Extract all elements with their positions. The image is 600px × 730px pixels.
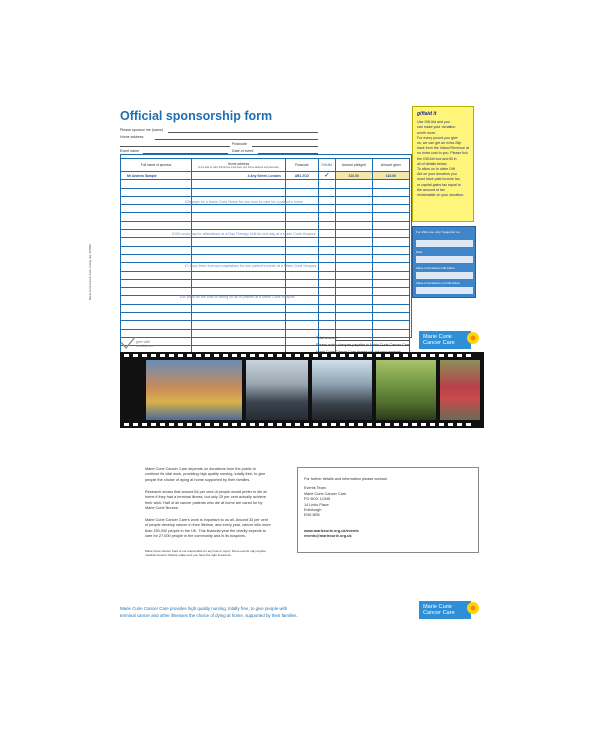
table-cell[interactable] <box>372 329 409 337</box>
table-cell[interactable] <box>121 304 192 312</box>
table-cell[interactable] <box>192 213 285 221</box>
table-cell[interactable] <box>121 246 192 254</box>
table-cell[interactable] <box>285 304 318 312</box>
table-cell[interactable] <box>335 254 372 262</box>
table-note-4: £40 pays for the cost of caring for an in-patient at a Marie Curie Hospice <box>180 295 295 299</box>
table-cell[interactable] <box>372 263 409 271</box>
contact-box <box>297 467 479 553</box>
table-cell[interactable] <box>121 205 192 213</box>
home-address-field-2[interactable] <box>120 146 230 147</box>
table-cell[interactable] <box>192 221 285 229</box>
table-cell[interactable] <box>372 238 409 246</box>
table-row <box>121 205 410 213</box>
table-cell[interactable] <box>285 271 318 279</box>
table-cell[interactable] <box>335 288 372 296</box>
total-amount-label: Total amount <box>316 336 337 340</box>
table-row <box>121 246 410 254</box>
table-row-sample <box>121 172 410 180</box>
table-cell[interactable] <box>319 230 336 238</box>
giftaid-line: all of details below. <box>417 161 448 166</box>
table-cell[interactable] <box>372 271 409 279</box>
daffodil-icon <box>466 601 480 615</box>
table-row <box>121 279 410 287</box>
contact-heading: For further details and information please contact: <box>304 477 388 481</box>
table-cell[interactable] <box>335 313 372 321</box>
table-cell[interactable] <box>121 196 192 204</box>
table-cell[interactable] <box>372 279 409 287</box>
table-row <box>121 329 410 337</box>
giftaid-line: back from the Inland Revenue at <box>417 146 469 151</box>
table-cell[interactable] <box>335 213 372 221</box>
table-cell[interactable] <box>372 246 409 254</box>
table-cell[interactable] <box>319 196 336 204</box>
table-cell[interactable] <box>335 205 372 213</box>
table-cell[interactable] <box>335 329 372 337</box>
giftaid-line: us, we can get an extra 28p <box>417 141 462 146</box>
logo-line-1: Marie Curie <box>423 604 452 610</box>
table-cell[interactable] <box>285 321 318 329</box>
table-cell[interactable] <box>285 221 318 229</box>
table-cell[interactable] <box>372 296 409 304</box>
table-cell[interactable] <box>319 279 336 287</box>
table-cell[interactable] <box>335 279 372 287</box>
table-cell[interactable] <box>192 246 285 254</box>
giftaid-line: For every pound you give <box>417 135 458 140</box>
table-row <box>121 221 410 229</box>
giftaid-line: Aid on your donation you <box>417 172 457 177</box>
table-cell[interactable] <box>121 180 192 188</box>
col-header-given: Amount given <box>372 159 409 172</box>
table-cell[interactable] <box>121 254 192 262</box>
info-paragraph-1: Marie Curie Cancer Care depends on donations from the public to continue its vital work, providing high quality nursing, totally free, to give people the choice of dying at home supported by their families. <box>145 467 266 482</box>
table-cell[interactable] <box>335 246 372 254</box>
table-cell[interactable] <box>285 213 318 221</box>
table-cell[interactable] <box>372 188 409 196</box>
marie-curie-logo <box>419 331 471 349</box>
table-cell[interactable] <box>192 205 285 213</box>
photo-motorbike-riders <box>246 360 308 420</box>
office-date-field[interactable] <box>416 256 473 263</box>
table-cell[interactable] <box>335 230 372 238</box>
table-cell[interactable] <box>319 321 336 329</box>
table-note-1: £30 pays for a Marie Curie Nurse for one hour to care for a patient's home <box>185 200 303 204</box>
office-label-giftaided: Value of donations Gift Aided <box>416 266 455 270</box>
giftaid-line: Use Gift Aid and you <box>417 120 450 125</box>
col-header-address <box>192 159 285 172</box>
table-cell[interactable] <box>319 263 336 271</box>
table-cell[interactable] <box>285 238 318 246</box>
table-cell[interactable] <box>192 180 285 188</box>
table-cell[interactable] <box>372 254 409 262</box>
photo-car-group <box>312 360 372 420</box>
table-cell[interactable] <box>319 221 336 229</box>
sample-given: £10.00 <box>372 172 409 180</box>
table-cell[interactable] <box>319 188 336 196</box>
giftaid-heading: giftaid it <box>417 111 437 117</box>
sample-address: 4 Any Street, London <box>192 172 285 180</box>
table-cell[interactable] <box>319 180 336 188</box>
photo-film-strip <box>120 352 484 428</box>
tick-logo-icon <box>120 336 136 350</box>
contact-line: Events Team <box>304 486 326 491</box>
table-cell[interactable] <box>319 205 336 213</box>
postcode-label: Postcode <box>232 142 247 146</box>
supporter-no-field[interactable] <box>416 240 473 247</box>
office-label-supporter: For office use only: Supporter no. <box>416 230 461 234</box>
event-date-label: Date of event <box>232 149 254 153</box>
office-label-not-giftaided: Value of donations not Gift Aided <box>416 281 460 285</box>
col-header-pledged: Amount pledged <box>335 159 372 172</box>
footer-line-2: terminal cancer and other illnesses the choice of dying at home, supported by their families. <box>120 613 298 618</box>
table-cell[interactable] <box>372 321 409 329</box>
table-row <box>121 213 410 221</box>
table-cell[interactable] <box>335 180 372 188</box>
page-title: Official sponsorship form <box>120 109 273 123</box>
footer-line-1: Marie Curie Cancer Care provides high quality nursing, totally free, to give people with <box>120 606 288 611</box>
table-row <box>121 313 410 321</box>
photo-cyclists <box>376 360 436 420</box>
table-cell[interactable] <box>285 337 318 345</box>
table-row <box>121 271 410 279</box>
table-cell[interactable] <box>192 329 285 337</box>
table-cell[interactable] <box>335 321 372 329</box>
info-paragraph-4: Marie Curie Cancer Care is not responsible for any loss or injury. Some events may require medical consent. Please make sure you have the right insurance. <box>145 549 266 558</box>
table-cell[interactable] <box>372 288 409 296</box>
table-cell[interactable] <box>285 205 318 213</box>
table-cell[interactable] <box>372 221 409 229</box>
table-cell[interactable] <box>192 279 285 287</box>
table-cell[interactable] <box>121 213 192 221</box>
info-paragraph-3: Marie Curie Cancer Care's work is important to us all. Around 33 per cent of people develop cancer in their lifetime, and every year, cancer kills more than 150,000 people in the UK. This financial year the charity expects to care for 27,000 people in the community and in its hospices. <box>145 518 271 539</box>
contact-line: 14 Links Place <box>304 502 329 507</box>
table-cell[interactable] <box>285 329 318 337</box>
table-cell[interactable] <box>285 313 318 321</box>
table-cell[interactable] <box>285 279 318 287</box>
table-cell[interactable] <box>192 271 285 279</box>
col-header-name: Full name of sponsor <box>121 159 192 172</box>
table-cell[interactable] <box>372 213 409 221</box>
cheque-note: Please make cheques payable to Marie Curie Cancer Care <box>316 343 410 347</box>
footer-statement <box>120 605 298 619</box>
col-header-address-note: (to be able to claim Gift Aid we must have your home address and postcode) <box>197 165 279 169</box>
photo-costumed-runners <box>146 360 242 420</box>
giftaid-line: the amount of tax <box>417 187 445 192</box>
table-cell[interactable] <box>372 196 409 204</box>
giftaid-line: or capital gains tax equal to <box>417 182 461 187</box>
giftaid-line: worth more. <box>417 130 436 135</box>
table-cell[interactable] <box>121 263 192 271</box>
table-cell[interactable] <box>335 238 372 246</box>
table-cell[interactable] <box>319 246 336 254</box>
logo-line-1: Marie Curie <box>423 334 452 340</box>
table-row <box>121 254 410 262</box>
col-header-giftaid: Gift Aid <box>319 159 336 172</box>
col-header-postcode: Postcode <box>285 159 318 172</box>
table-cell[interactable] <box>192 188 285 196</box>
table-cell[interactable] <box>372 313 409 321</box>
sponsor-name-field[interactable] <box>168 132 318 133</box>
sample-pledged: £10.00 <box>335 172 372 180</box>
marie-curie-logo-footer <box>419 601 471 619</box>
table-cell[interactable] <box>192 313 285 321</box>
table-row <box>121 304 410 312</box>
table-cell[interactable] <box>121 188 192 196</box>
table-cell[interactable] <box>121 279 192 287</box>
col-header-address-title: Home address <box>227 161 250 166</box>
table-cell[interactable] <box>285 188 318 196</box>
table-cell[interactable] <box>285 246 318 254</box>
contact-line: PO BOX 12345 <box>304 497 331 502</box>
logo-line-2: Cancer Care <box>423 340 455 346</box>
contact-line: EH6 6EB <box>304 513 320 518</box>
giftaid-line: no extra cost to you. Please tick <box>417 151 468 156</box>
info-paragraph-2: Research shows that around 64 per cent of people would prefer to die at home if they had a terminal illness, but only 25 per cent actually achieve their wish. Half of all cancer patients who die at home are cared for by Marie Curie Nurses. <box>145 490 267 511</box>
giftaid-line: reclaimable on your donation. <box>417 193 465 198</box>
giftaid-line: To allow us to claim Gift <box>417 167 455 172</box>
table-cell[interactable] <box>319 238 336 246</box>
home-address-label: Home address <box>120 135 144 139</box>
logo-line-2: Cancer Care <box>423 610 455 616</box>
contact-email-link[interactable]: events@mariecurie.org.uk <box>304 534 352 539</box>
table-cell[interactable] <box>319 213 336 221</box>
table-cell[interactable] <box>121 238 192 246</box>
daffodil-icon <box>466 331 480 345</box>
table-cell[interactable] <box>319 271 336 279</box>
giftaid-panel <box>412 106 474 222</box>
sponsor-name-label: Please sponsor me (name) <box>120 128 164 132</box>
table-row <box>121 238 410 246</box>
table-cell[interactable] <box>319 288 336 296</box>
table-cell[interactable] <box>121 221 192 229</box>
table-cell[interactable] <box>192 337 285 345</box>
table-cell[interactable] <box>192 304 285 312</box>
table-cell[interactable] <box>319 313 336 321</box>
table-cell[interactable] <box>372 230 409 238</box>
table-cell[interactable] <box>319 304 336 312</box>
confidence-label: give with confidence <box>136 340 154 348</box>
giftaid-line: the Gift Aid box and fill in <box>417 156 457 161</box>
sample-giftaid-check: ✓ <box>319 172 336 180</box>
giftaid-line: can make your donation <box>417 125 456 130</box>
home-address-field[interactable] <box>155 139 318 140</box>
table-cell[interactable] <box>335 271 372 279</box>
photo-red-costume <box>440 360 480 420</box>
sample-name: Mr Andrew Sample <box>121 172 192 180</box>
table-cell[interactable] <box>372 304 409 312</box>
table-note-3: £1 buys fresh fruit and vegetables for one patient's meals at a Marie Curie Hospice <box>185 264 317 268</box>
table-row <box>121 188 410 196</box>
sample-postcode: AB1 2CD <box>285 172 318 180</box>
table-cell[interactable] <box>192 321 285 329</box>
table-cell[interactable] <box>372 180 409 188</box>
table-row <box>121 321 410 329</box>
contact-line: Marie Curie Cancer Care <box>304 491 347 496</box>
contact-website-link[interactable]: www.mariecurie.org.uk/events <box>304 528 359 533</box>
table-cell[interactable] <box>335 296 372 304</box>
charity-registration-text: Marie Curie Cancer Care charity reg. 207994 <box>88 244 92 300</box>
table-cell[interactable] <box>192 238 285 246</box>
table-cell[interactable] <box>335 196 372 204</box>
table-cell[interactable] <box>192 254 285 262</box>
contact-line: Edinburgh <box>304 508 322 513</box>
office-use-panel <box>412 226 476 298</box>
postcode-field[interactable] <box>252 146 318 147</box>
table-row <box>121 180 410 188</box>
table-cell[interactable] <box>372 205 409 213</box>
not-giftaided-value-field[interactable] <box>416 287 473 294</box>
giftaided-value-field[interactable] <box>416 272 473 279</box>
table-cell[interactable] <box>285 254 318 262</box>
table-cell[interactable] <box>319 296 336 304</box>
table-cell[interactable] <box>121 313 192 321</box>
table-cell[interactable] <box>121 271 192 279</box>
table-note-2: £100 could pay for attendance at a Day Therapy Unit for one day at a Marie Curie Hospice <box>172 232 316 236</box>
sponsor-table <box>120 158 410 355</box>
table-cell[interactable] <box>121 321 192 329</box>
event-name-label: Event name <box>120 149 140 153</box>
table-cell[interactable] <box>335 188 372 196</box>
giftaid-line: must have paid income tax <box>417 177 460 182</box>
total-amount-field[interactable] <box>335 340 410 341</box>
table-cell[interactable] <box>335 263 372 271</box>
table-cell[interactable] <box>285 180 318 188</box>
table-cell[interactable] <box>335 304 372 312</box>
office-label-date: Date <box>416 250 423 254</box>
table-cell[interactable] <box>335 221 372 229</box>
table-cell[interactable] <box>319 254 336 262</box>
